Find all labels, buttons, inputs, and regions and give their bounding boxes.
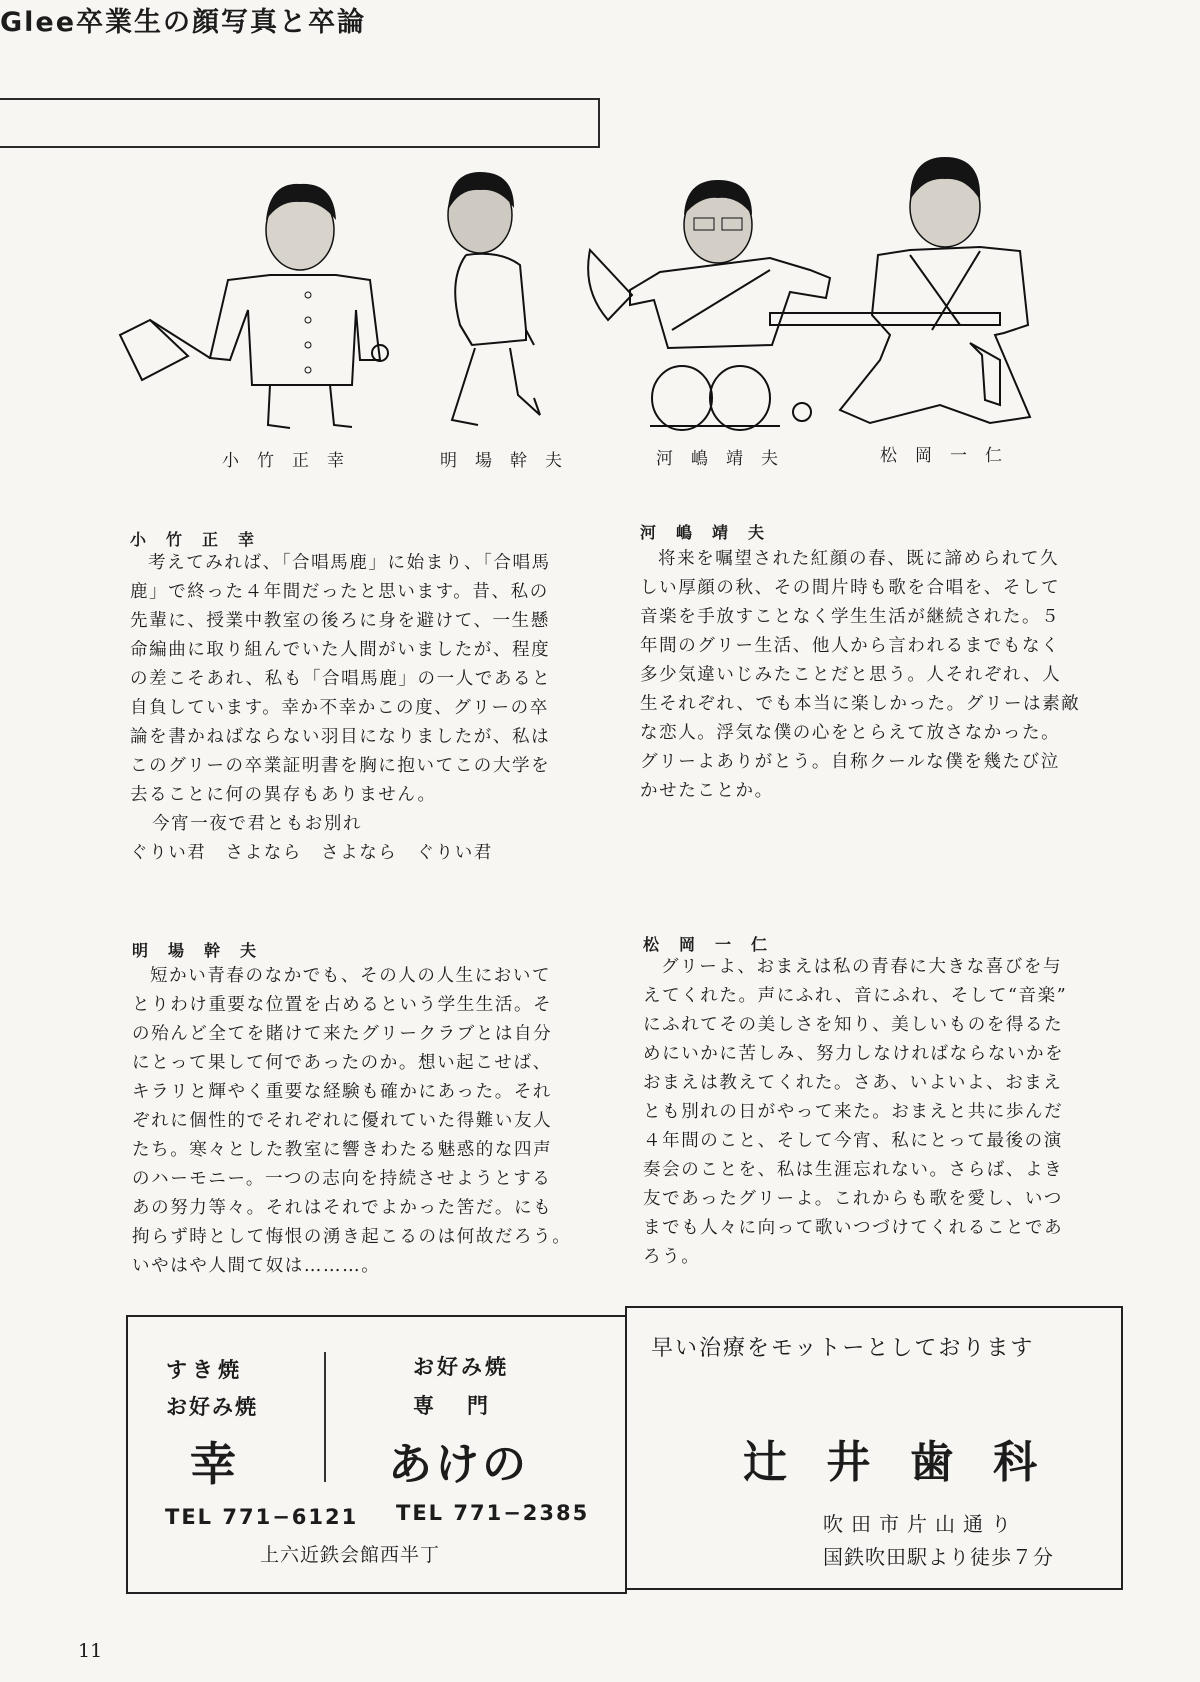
shop2-tel: TEL 771−2385 [396,1501,590,1525]
essay-line: グリーよありがとう。自称クールな僕を幾たび泣 [640,752,1060,772]
essay-line: おまえは教えてくれた。さあ、いよいよ、おまえ [643,1073,1063,1093]
essay-body-kawashima [640,545,1080,806]
essay-line: な恋人。浮気な僕の心をとらえて放さなかった。 [640,723,1061,743]
caricature-kotake-drawing [130,180,400,440]
restaurants-address: 上六近鉄会館西半丁 [260,1544,441,1566]
essay-line: 音楽を手放すことなく学生生活が継続された。５ [640,607,1061,627]
shop2-line1: お好み焼 [413,1355,509,1379]
dentist-slogan: 早い治療をモットーとしております [651,1336,1035,1361]
essay-line: とも別れの日がやって来た。おまえと共に歩んだ [643,1102,1064,1122]
essay-line: 鹿」で終った４年間だったと思います。昔、私の [130,582,549,602]
essay-line: にとって果して何であったのか。想い起こせば、 [132,1053,552,1073]
essay-line: までも人々に向って歌いつづけてくれることであ [643,1218,1064,1238]
figure-name-aiba: 明場幹夫 [440,451,580,471]
title-rule-bottom [0,146,600,148]
essay-name-kawashima: 河嶋靖夫 [640,523,785,542]
caricature-kotake [130,180,400,444]
essay-body-kotake [130,549,551,868]
essay-line: 将来を嘱望された紅顔の春、既に諦められて久 [658,549,1060,569]
title-rule-top [0,98,600,100]
essay-line: めにいかに苦しみ、努力しなければならないかを [643,1044,1065,1064]
dentist-address-1: 吹田市片山通り [823,1512,1019,1536]
essay-line: の殆んど全てを賭けて来たグリークラブとは自分 [132,1024,553,1044]
essay-line: このグリーの卒業証明書を胸に抱いてこの大学を [130,756,551,776]
essay-line: 考えてみれば、「合唱馬鹿」に始まり、「合唱馬 [148,553,551,573]
essay-line: たち。寒々とした教室に響きわたる魅惑的な四声 [132,1140,553,1160]
caricature-matsuoka [820,155,1080,439]
shop2-line2: 専 門 [413,1394,494,1418]
essay-line: いやはや人間て奴は………。 [132,1256,381,1276]
essay-line: 拘らず時として悔恨の湧き起こるのは何故だろう。 [132,1227,572,1247]
caricature-matsuoka-drawing [820,155,1080,435]
essay-line: 今宵一夜で君ともお別れ [152,814,363,834]
essay-line: にふれてその美しさを知り、美しいものを得るた [643,1015,1064,1035]
essay-line: ぞれに個性的でそれぞれに優れていた得難い友人 [132,1111,553,1131]
essay-name-matsuoka: 松岡一仁 [643,935,788,954]
essay-line: 短かい青春のなかでも、その人の人生において [150,966,552,986]
essay-line: 命編曲に取り組んでいた人間がいましたが、程度 [130,640,551,660]
essay-body-aiba [132,962,571,1281]
essay-line: 年間のグリー生活、他人から言われるまでもなく [640,636,1061,656]
title-rule-side [598,98,600,146]
essay-line: 先輩に、授業中教室の後ろに身を避けて、一生懸 [130,611,550,631]
dentist-name: 辻 井 歯 科 [743,1437,1049,1488]
figure-name-kawashima: 河嶋靖夫 [656,449,796,469]
essay-line: とりわけ重要な位置を占めるという学生生活。そ [132,995,553,1015]
essay-line: グリーよ、おまえは私の青春に大きな喜びを与 [661,957,1063,977]
essay-line: えてくれた。声にふれ、音にふれ、そして“音楽” [643,986,1068,1006]
shop2-name: あけの [388,1439,529,1490]
essay-line: 自負しています。幸か不幸かこの度、グリーの卒 [130,698,549,718]
essay-line: 奏会のことを、私は生涯忘れない。さらば、よき [643,1160,1064,1180]
essay-line: 生それぞれ、でも本当に楽しかった。グリーは素敵 [640,694,1081,714]
shop1-line2: お好み焼 [166,1395,258,1419]
essay-line: 友であったグリーよ。これからも歌を愛し、いつ [643,1189,1064,1209]
essay-line: 去ることに何の異存もありません。 [130,785,437,805]
essay-line: 論を書かねばならない羽目になりましたが、私は [130,727,551,747]
essay-line: のハーモニー。一つの志向を持続させようとする [132,1169,552,1189]
essay-line: ろう。 [643,1247,701,1267]
caricature-aiba-drawing [430,170,580,440]
ad-restaurants-divider [324,1352,326,1482]
page-number: 11 [78,1640,103,1662]
essay-name-aiba: 明場幹夫 [132,941,277,960]
dentist-address-2: 国鉄吹田駅より徒歩７分 [823,1545,1054,1569]
shop1-tel: TEL 771−6121 [165,1505,359,1529]
figure-name-kotake: 小竹正幸 [222,451,362,471]
essay-name-kotake: 小竹正幸 [130,530,275,549]
essay-line: の差こそあれ、私も「合唱馬鹿」の一人であると [130,669,552,689]
essay-line: しい厚顔の秋、その間片時も歌を合唱を、そして [640,578,1061,598]
essay-line: ぐりい君 さよなら さよなら ぐりい君 [130,843,493,863]
figure-name-matsuoka: 松岡一仁 [880,446,1020,466]
essay-body-matsuoka [643,953,1067,1272]
essay-line: あの努力等々。それはそれでよかった筈だ。にも [132,1198,553,1218]
essay-line: 多少気違いじみたことだと思う。人それぞれ、人 [640,665,1062,685]
shop1-name: 幸 [190,1437,236,1491]
essay-line: キラリと輝やく重要な経験も確かにあった。それ [132,1082,553,1102]
essay-line: ４年間のこと、そして今宵、私にとって最後の演 [643,1131,1063,1151]
shop1-line1: すき焼 [166,1358,244,1382]
page-title: Glee卒業生の顔写真と卒論 [0,7,367,38]
essay-line: かせたことか。 [640,781,774,801]
caricature-aiba [430,170,580,444]
caricature-kawashima-drawing [590,180,840,440]
